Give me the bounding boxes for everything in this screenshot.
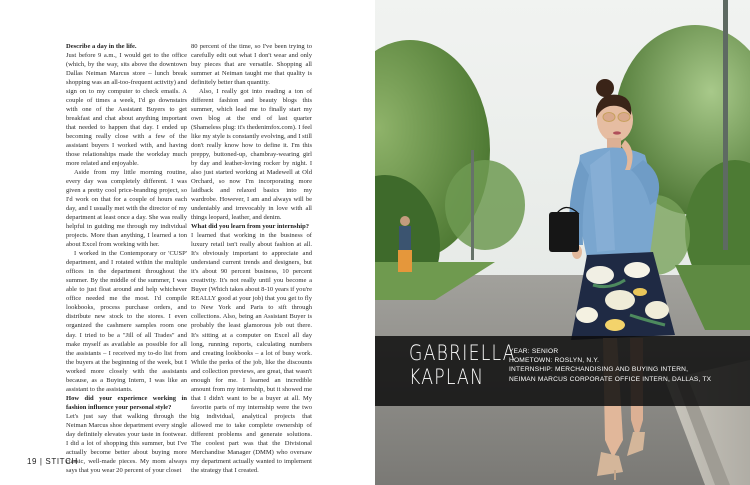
page-folio: 19 | STITCH bbox=[27, 457, 78, 466]
last-name: KAPLAN bbox=[409, 365, 485, 389]
interview-question: How did your experience working in fashion influence your personal style? bbox=[66, 394, 187, 411]
photo-page bbox=[375, 0, 750, 485]
interview-question: What did you learn from your internship? bbox=[191, 223, 309, 231]
profile-caption-band bbox=[375, 336, 750, 406]
interview-answer: 80 percent of the time, so I've been trying to carefully edit out what I don't wear and only buy pieces that are versatile. Shopping all summer at Neiman taught me that quality is definitely better than quantity. bbox=[191, 43, 312, 87]
first-name: GABRIELLA bbox=[409, 341, 516, 365]
portrait-photo bbox=[375, 0, 750, 485]
interview-answer: Aside from my little morning routine, every day was completely different. I was given a pretty cool price-branding project, so I'd work on that for a couple of hours each day, and I usually met with the director of my department at least once a day. She was really helpful in guiding me through my individual projects. More than anything, I learned a ton about Excel from working with her. bbox=[66, 169, 187, 249]
interview-answer: Also, I really got into reading a ton of different fashion and beauty blogs this summer, which lead me to finally start my own blog at the end of last quarter (Shameless plug: it's thedenimfox.com). I feel like my style is constantly evolving, and I still don't really know how to define it. I'm this preppy, buttoned-up, chambray-wearing girl by day and leather-loving rocker by night. I also just started working at Madewell at Old Orchard, so now I'm incorporating more laidback and relaxed basics into my wardrobe. However, I am and always will be undeniably and irrevocably in love with all things leopard, leather, and denim. bbox=[191, 88, 312, 222]
profile-hometown: HOMETOWN: ROSLYN, N.Y. bbox=[509, 357, 600, 365]
interview-answer: I worked in the Contemporary or 'CUSP' department, and I rotated within the multiple offices in the department throughout the summer. By the middle of the summer, I was able to just float around and help whichever office needed me the most. I'd compile lookbooks, process purchase orders, and distribute new stock to the stores. I even organized the cashmere samples room one day. I tried to be a "Jill of all Trades" and make myself as available as possible for all the assistants – I received my to-do list from the buyers at the beginning of the week, but I worked more closely with the assistants because, as a Buying Intern, I was like an assistant to the assistants. bbox=[66, 250, 187, 393]
interview-answer: Let's just say that walking through the Neiman Marcus shoe department every single day definitely elevates your taste in footwear. I did a lot of shopping this summer, but I've actually become better about buying more classic, well-made pieces. My mom always says that you wear 20 percent of your closet bbox=[66, 412, 187, 474]
profile-details bbox=[509, 347, 711, 384]
text-column-left bbox=[66, 42, 187, 475]
interview-question: Describe a day in the life. bbox=[66, 43, 137, 50]
profile-internship-line-2: NEIMAN MARCUS CORPORATE OFFICE INTERN, DALLAS, TX bbox=[509, 375, 712, 383]
text-column-right bbox=[191, 42, 312, 475]
profile-name bbox=[409, 341, 516, 389]
profile-year: YEAR: SENIOR bbox=[509, 348, 559, 355]
profile-internship-line-1: INTERNSHIP: MERCHANDISING AND BUYING INTERN, bbox=[509, 366, 689, 374]
interview-answer: I learned that working in the business of luxury retail isn't really about fashion at all. It's obviously important to appreciate and understand current trends and designers, but it's about 90 percent business, 10 percent creativity. It's not really until you become a Buyer (Which takes about 8-10 years if you're REALLY good at your job) that you get to fly to New York and Paris to sift through collections. Also, being an Assistant Buyer is probably the least glamorous job out there. It's sitting at a computer on Excel all day long, running reports, calculating numbers and creating lookbooks – a lot of busy work. While the perks of the job, like the discounts and collection previews, are great, that wasn't enough for me. I learned an incredible amount from my internship, but it showed me that I didn't want to be a buyer at all. My favorite parts of my internship were the two big individual, analytical projects that allowed me to take complete ownership of different problems and generate solutions. The coolest part was that the Divisional Merchandise Manager (DMM) who oversaw my department actually wanted to implement the strategy that I created. bbox=[191, 232, 312, 474]
interview-answer: Just before 9 a.m., I would get to the office (which, by the way, sits above the downtown Dallas Neiman Marcus store – lunch break shopping was an all-too-frequent activity) and sign on to my computer to check emails. A couple of times a week, I'd go downstairs with one of the Assistant Buyers to get breakfast and chat about anything important that needed to happen that day. I ended up becoming really close with a few of the assistant buyers I worked with, and having those relationships made the workday much more related and enjoyable. bbox=[66, 52, 187, 168]
